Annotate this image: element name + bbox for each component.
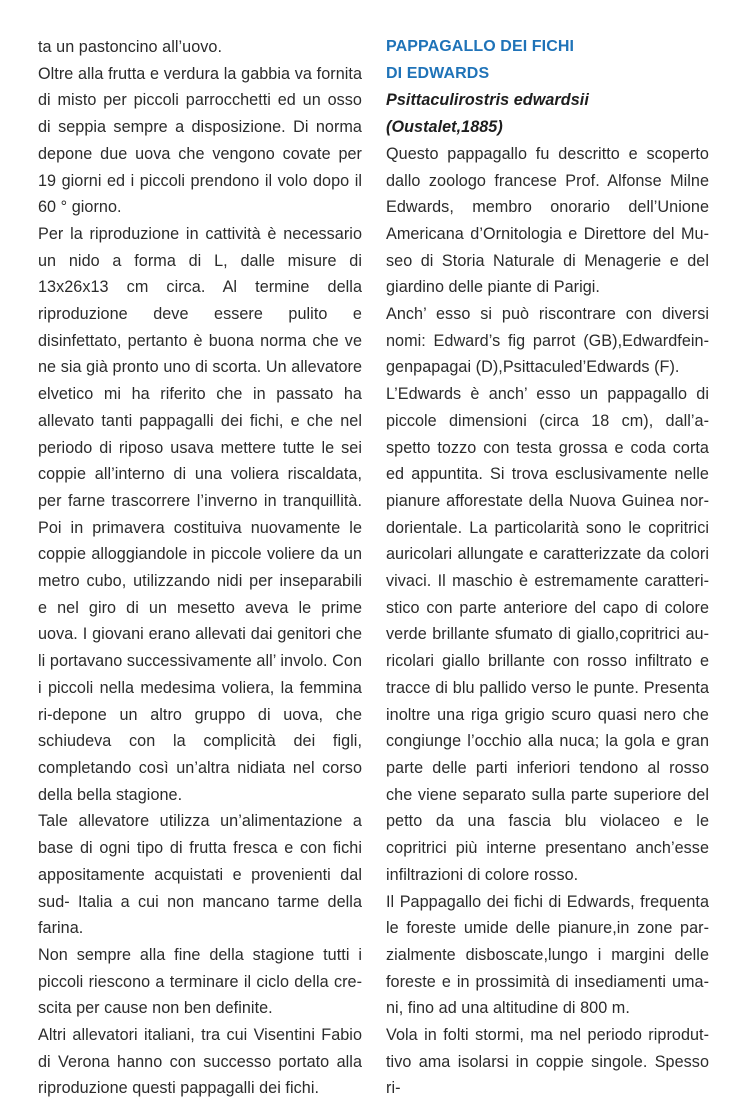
right-column: [386, 34, 709, 1102]
paragraph-diet: Tale allevatore utilizza un’alimentazione a base di ogni tipo di frutta fresca e con fichi appositamente acquistati e provenienti dal sud- Italia a cui non mancano tarme della farina.: [38, 812, 362, 938]
section-heading-line-1: PAPPAGALLO DEI FICHI: [386, 38, 575, 55]
paragraph-behaviour: Vola in folti stormi, ma nel periodo riproduttivo ama isolarsi in coppie singole. Spesso ri-: [386, 1026, 709, 1098]
paragraph-names: Anch’ esso si può riscontrare con diversi nomi: Edward’s fig parrot (GB),Edwardfeingenpapagai (D),Psittaculed’Edwards (F).: [386, 305, 709, 377]
paragraph-growth: Non sempre alla fine della stagione tutti i piccoli riescono a terminare il ciclo della crescita per cause non ben definite.: [38, 945, 362, 1018]
paragraph-appearance: L’Edwards è anch’ esso un pappagallo di piccole dimensioni (circa 18 cm), dall’aspetto tozzo con testa grossa e coda corta ed appuntita. Si trova esclusivamente nelle pianure afforestate della Nuova Guinea nordorientale. La particolarità sono le copritrici auricolari allungate e caratterizzate da colori vivaci. Il maschio è estremamente caratteristico con parte anteriore del capo di colore verde brillante sfumato di giallo,copritrici auricolari giallo brillante con rosso infiltrato e tracce di blu pallido verso le punte. Presenta inoltre una riga grigio scuro quasi nero che congiunge l’occhio alla nuca; la gola e gran parte delle parti inferiori tendono al rosso che viene separato sulla parte superiore del petto da una fascia blu violaceo e le copritrici più interne presentano anch’esse infiltrazioni di colore rosso.: [386, 385, 709, 884]
left-column: [38, 34, 362, 1102]
paragraph-breeding: Per la riproduzione in cattività è necessario un nido a forma di L, dalle misure di 13x26x13 cm circa. Al termine della riproduzione deve essere pulito e disinfettato, pertanto è buona norma che ve ne sia già pronto uno di scorta. Un allevatore elvetico mi ha riferito che in passato ha allevato tanti pappagalli dei fichi, e che nel periodo di riposo usava mettere tutte le sei coppie all’interno di una voliera riscaldata, per farne trascorrere l’inverno in tranquillità. Poi in primavera costituiva nuovamente le coppie alloggiandole in piccole voliere da un metro cubo, utilizzando nidi per inseparabili e nel giro di un mesetto aveva le prime uova. I giovani erano allevati dai genitori che li portavano successivamente all’ involo. Con i piccoli nella medesima voliera, la femmina ri-depone un altro gruppo di uova, che schiudeva con la complicità dei figli, completando così un’altra nidiata nel corso della bella stagione.: [38, 224, 362, 804]
species-name: Psittaculirostris edwardsii: [386, 91, 589, 110]
species-author: (Oustalet,1885): [386, 118, 503, 137]
paragraph-continuation: ta un pastoncino all’uovo.: [38, 38, 222, 56]
section-heading-line-2: DI EDWARDS: [386, 64, 490, 82]
paragraph-feeding: Oltre alla frutta e verdura la gabbia va fornita di misto per piccoli parrocchetti ed un osso di seppia sempre a disposizione. Di norma depone due uova che vengono covate per 19 giorni ed i piccoli prendono il volo dopo il 60 ° giorno.: [38, 64, 362, 217]
paragraph-habitat: Il Pappagallo dei fichi di Edwards, frequenta le foreste umide delle pianure,in zone parzialmente disboscate,lungo i margini delle foreste e in prossimità di insediamenti umani, fino ad una altitudine di 800 m.: [386, 892, 709, 1018]
paragraph-italian-breeders: Altri allevatori italiani, tra cui Visentini Fabio di Verona hanno con successo portato alla riproduzione questi pappagalli dei fichi.: [38, 1026, 362, 1098]
paragraph-description: Questo pappagallo fu descritto e scoperto dallo zoologo francese Prof. Alfonse Milne Edwards, membro onorario dell’Unione Americana d’Ornitologia e Direttore del Museo di Storia Naturale di Menagerie e del giardino delle piante di Parigi.: [386, 144, 709, 297]
